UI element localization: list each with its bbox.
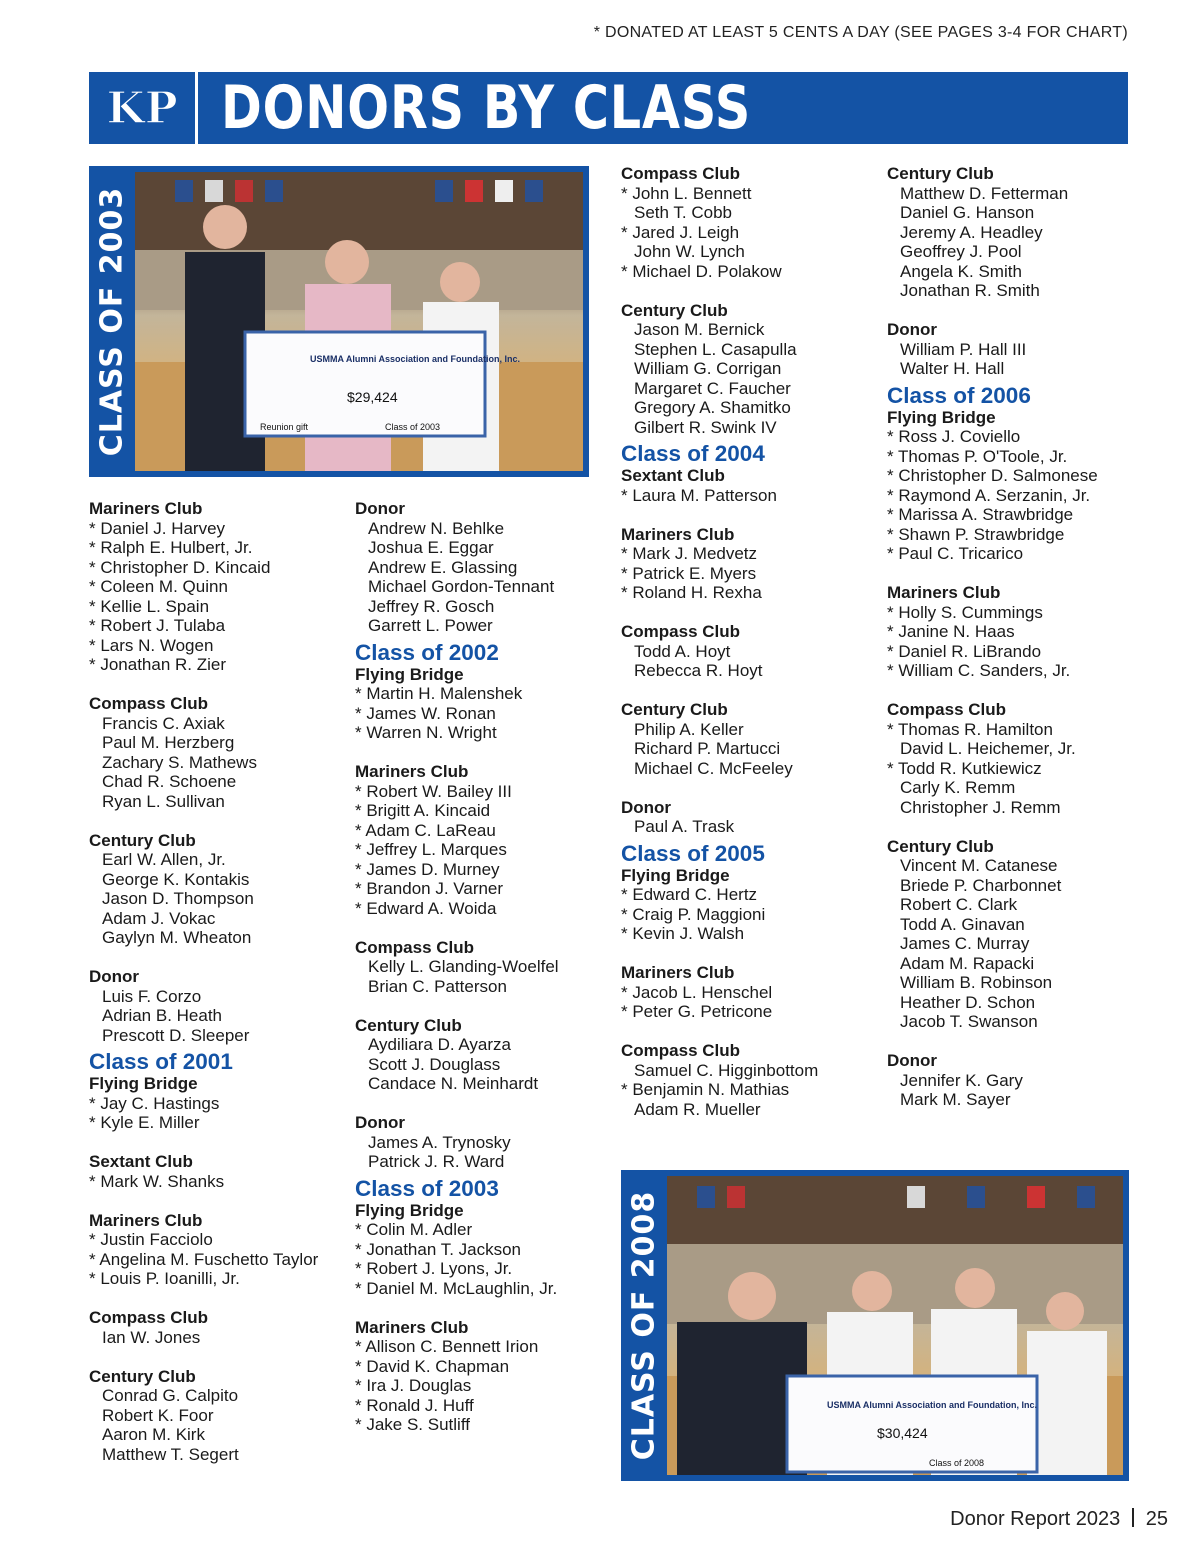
svg-text:Class of 2008: Class of 2008 (929, 1458, 985, 1468)
donor-name: Conrad G. Calpito (102, 1386, 239, 1405)
donor-level-heading: Donor (89, 967, 140, 986)
donor-name: Aaron M. Kirk (102, 1425, 205, 1444)
donor-name: * Edward A. Woida (355, 898, 497, 918)
donor-name: Heather D. Schon (900, 992, 1036, 1012)
donor-name: * David K. Chapman (355, 1356, 510, 1376)
donor-level-heading: Donor (355, 499, 406, 518)
photo-class-2003 (89, 166, 589, 477)
donor-name: Andrew N. Behlke (368, 518, 505, 538)
donor-name: * Martin H. Malenshek (355, 684, 523, 703)
donor-level-heading: Flying Bridge (89, 1074, 198, 1093)
donor-column-4 (887, 164, 1098, 1110)
donor-level-heading: Flying Bridge (355, 664, 464, 684)
donor-name: * Craig P. Maggioni (621, 904, 766, 924)
donor-name: * Justin Facciolo (89, 1230, 213, 1249)
donor-level-heading: Sextant Club (89, 1152, 193, 1171)
donor-name: * Paul C. Tricarico (887, 544, 1024, 563)
donor-name: * Todd R. Kutkiewicz (887, 758, 1042, 778)
donor-name: * Robert J. Lyons, Jr. (355, 1259, 513, 1278)
donor-name: * Daniel M. McLaughlin, Jr. (355, 1278, 558, 1298)
donor-name: * Ronald J. Huff (355, 1395, 474, 1415)
donor-level-heading: Mariners Club (621, 524, 735, 544)
donor-name: * Daniel R. LiBrando (887, 641, 1042, 661)
donor-level-heading: Donor (887, 1051, 938, 1070)
donor-name: Michael Gordon-Tennant (368, 577, 555, 596)
donor-name: * Jonathan R. Zier (89, 655, 227, 674)
donor-name: Paul A. Trask (634, 817, 735, 836)
donor-name: Luis F. Corzo (102, 986, 202, 1006)
donor-name: Francis C. Axiak (102, 713, 225, 733)
donor-name: Margaret C. Faucher (634, 378, 791, 398)
donor-name: Robert C. Clark (900, 895, 1018, 914)
donor-name: * William C. Sanders, Jr. (887, 661, 1071, 680)
kp-logo-text: KP (106, 83, 178, 134)
donor-level-heading: Mariners Club (89, 499, 203, 518)
photo-image (135, 172, 583, 471)
svg-text:Reunion gift: Reunion gift (260, 422, 309, 432)
donor-level-heading: Donor (355, 1113, 406, 1132)
donor-name: * Christopher D. Kincaid (89, 557, 271, 577)
donor-level-heading: Flying Bridge (887, 407, 996, 427)
class-year-heading: Class of 2003 (355, 1175, 499, 1201)
donor-name: Adam J. Vokac (102, 908, 216, 928)
donor-level-heading: Century Club (621, 300, 728, 320)
donor-name: Garrett L. Power (368, 616, 493, 635)
donor-name: * Daniel J. Harvey (89, 518, 226, 538)
donor-level-heading: Compass Club (887, 700, 1007, 719)
donor-name: * Thomas R. Hamilton (887, 719, 1053, 739)
donor-name: * Robert W. Bailey III (355, 781, 512, 801)
donor-name: Matthew T. Segert (102, 1444, 239, 1464)
donor-name: * Jacob L. Henschel (621, 982, 773, 1002)
donor-name: Patrick J. R. Ward (368, 1152, 505, 1171)
donor-name: Earl W. Allen, Jr. (102, 850, 226, 869)
donor-name: * Kyle E. Miller (89, 1113, 200, 1132)
donor-name: * Allison C. Bennett Irion (355, 1337, 539, 1356)
donor-name: Robert K. Foor (102, 1405, 214, 1425)
donor-name: Carly K. Remm (900, 778, 1016, 797)
donor-name: Aydiliara D. Ayarza (368, 1035, 511, 1054)
donor-name: Prescott D. Sleeper (102, 1025, 250, 1045)
donor-name: Chad R. Schoene (102, 772, 237, 791)
donor-name: * Janine N. Haas (887, 622, 1015, 641)
donor-name: Gregory A. Shamitko (634, 398, 791, 417)
svg-text:USMMA Alumni Association and F: USMMA Alumni Association and Foundation, Inc. (310, 354, 520, 364)
kp-logo (89, 72, 195, 144)
donor-name: Gilbert R. Swink IV (634, 417, 777, 437)
check-presentation-illustration (135, 172, 583, 471)
donor-name: * Louis P. Ioanilli, Jr. (89, 1269, 240, 1288)
donor-name: * Brandon J. Varner (355, 879, 504, 898)
page-title: DONORS BY CLASS (221, 73, 752, 143)
donor-name: * James W. Ronan (355, 703, 496, 723)
donor-name: Briede P. Charbonnet (900, 875, 1062, 895)
donor-name: Samuel C. Higginbottom (634, 1060, 819, 1080)
donor-name: George K. Kontakis (102, 869, 250, 889)
donor-column-3 (621, 164, 818, 1119)
donor-name: Andrew E. Glassing (368, 557, 518, 577)
svg-text:Class of 2003: Class of 2003 (385, 422, 441, 432)
donor-level-heading: Compass Club (89, 694, 209, 713)
donor-name: William P. Hall III (900, 339, 1027, 359)
svg-text:USMMA Alumni Association and F: USMMA Alumni Association and Foundation, Inc. (827, 1400, 1037, 1410)
donor-level-heading: Century Club (89, 1366, 196, 1386)
donor-name: * Patrick E. Myers (621, 563, 757, 583)
donor-name: Seth T. Cobb (634, 203, 732, 222)
page-number: 25 (1145, 1508, 1168, 1530)
donor-name: * Brigitt A. Kincaid (355, 801, 491, 820)
donor-name: Adam M. Rapacki (900, 953, 1035, 973)
donor-name: Jonathan R. Smith (900, 281, 1040, 300)
donor-name: Jennifer K. Gary (900, 1070, 1023, 1090)
donor-name: Todd A. Ginavan (900, 914, 1025, 934)
donor-column-1 (89, 499, 318, 1464)
svg-text:$30,424: $30,424 (877, 1425, 928, 1441)
donor-name: * Jonathan T. Jackson (355, 1239, 522, 1259)
donor-name: * Laura M. Patterson (621, 485, 777, 505)
donor-name: * Christopher D. Salmonese (887, 466, 1098, 485)
donor-name: Brian C. Patterson (368, 976, 507, 996)
donor-level-heading: Compass Club (621, 1041, 741, 1060)
donor-name: * Roland H. Rexha (621, 583, 762, 602)
donor-column-2 (355, 499, 559, 1435)
donor-level-heading: Mariners Club (355, 1317, 469, 1337)
donor-name: * Ira J. Douglas (355, 1376, 472, 1395)
donor-name: * Michael D. Polakow (621, 261, 782, 281)
donor-name: * Adam C. LaReau (355, 820, 496, 840)
donor-level-heading: Mariners Club (621, 963, 735, 982)
donor-level-heading: Flying Bridge (621, 865, 730, 885)
donor-name: * Ross J. Coviello (887, 427, 1021, 446)
donor-name: Jason M. Bernick (634, 320, 765, 339)
donor-name: Philip A. Keller (634, 719, 744, 739)
donor-name: David L. Heichemer, Jr. (900, 739, 1076, 758)
donor-name: Ryan L. Sullivan (102, 791, 225, 811)
check-presentation-illustration (667, 1176, 1123, 1475)
donor-name: * Shawn P. Strawbridge (887, 524, 1065, 544)
report-name: Donor Report 2023 (950, 1508, 1121, 1530)
donor-name: * Robert J. Tulaba (89, 616, 226, 635)
class-year-heading: Class of 2006 (887, 382, 1031, 408)
donor-name: * Holly S. Cummings (887, 602, 1043, 622)
donor-name: Joshua E. Eggar (368, 538, 494, 557)
page-footer (950, 1508, 1168, 1531)
donor-name: Michael C. McFeeley (634, 758, 793, 778)
donor-name: * Angelina M. Fuschetto Taylor (89, 1249, 319, 1269)
donor-name: * Marissa A. Strawbridge (887, 505, 1074, 524)
donor-name: * Mark J. Medvetz (621, 544, 758, 563)
photo-class-2008 (621, 1170, 1129, 1481)
donor-name: Jacob T. Swanson (900, 1012, 1038, 1031)
donor-name: Jeremy A. Headley (900, 222, 1043, 242)
donor-name: Jason D. Thompson (102, 889, 254, 908)
donor-name: James A. Trynosky (368, 1132, 511, 1152)
donor-name: Jeffrey R. Gosch (368, 596, 495, 616)
donor-name: William G. Corrigan (634, 359, 782, 378)
footer-separator (1132, 1508, 1134, 1527)
donor-level-heading: Compass Club (621, 622, 741, 641)
donor-level-heading: Century Club (621, 700, 728, 719)
donor-name: Zachary S. Mathews (102, 752, 257, 772)
donor-name: Todd A. Hoyt (634, 641, 731, 661)
donor-level-heading: Mariners Club (89, 1210, 203, 1230)
donor-name: * Jeffrey L. Marques (355, 840, 507, 859)
page-banner (89, 72, 1128, 144)
donor-name: Rebecca R. Hoyt (634, 661, 763, 680)
donor-level-heading: Donor (887, 320, 938, 339)
donor-name: * Coleen M. Quinn (89, 577, 228, 596)
donor-name: Ian W. Jones (102, 1327, 201, 1347)
donor-name: John W. Lynch (634, 242, 745, 261)
donor-level-heading: Donor (621, 797, 672, 817)
class-year-heading: Class of 2004 (621, 441, 765, 466)
donor-level-heading: Sextant Club (621, 466, 725, 485)
donor-level-heading: Century Club (89, 830, 196, 850)
donor-name: Adrian B. Heath (102, 1006, 223, 1025)
donor-name: * John L. Bennett (621, 183, 752, 203)
class-year-heading: Class of 2001 (89, 1049, 233, 1074)
donor-name: Richard P. Martucci (634, 739, 781, 758)
photo-label: CLASS OF 2008 (626, 1190, 662, 1461)
donor-level-heading: Mariners Club (887, 583, 1001, 602)
donor-name: Matthew D. Fetterman (900, 183, 1069, 203)
donor-name: * Kellie L. Spain (89, 596, 210, 616)
donor-name: Angela K. Smith (900, 261, 1022, 281)
kp-logo-icon (106, 77, 178, 139)
donor-name: Walter H. Hall (900, 359, 1005, 378)
photo-image (667, 1176, 1123, 1475)
class-year-heading: Class of 2005 (621, 840, 765, 866)
donor-name: Candace N. Meinhardt (368, 1074, 539, 1093)
class-year-heading: Class of 2002 (355, 639, 499, 665)
donor-level-heading: Compass Club (355, 937, 475, 957)
donor-name: * Mark W. Shanks (89, 1171, 225, 1191)
donor-name: * Peter G. Petricone (621, 1002, 773, 1021)
donor-name: Scott J. Douglass (368, 1054, 501, 1074)
donor-name: Paul M. Herzberg (102, 733, 235, 752)
donor-name: * Kevin J. Walsh (621, 924, 745, 943)
donor-level-heading: Century Club (355, 1015, 462, 1035)
donor-name: * Colin M. Adler (355, 1220, 473, 1239)
svg-text:$29,424: $29,424 (347, 389, 398, 405)
donor-name: * Lars N. Wogen (89, 635, 214, 655)
donor-name: William B. Robinson (900, 973, 1053, 992)
donor-level-heading: Century Club (887, 164, 994, 183)
donor-level-heading: Mariners Club (355, 762, 469, 781)
donor-name: * Thomas P. O'Toole, Jr. (887, 446, 1068, 466)
donor-name: James C. Murray (900, 934, 1030, 953)
donor-name: * James D. Murney (355, 859, 500, 879)
donor-level-heading: Century Club (887, 836, 994, 856)
donor-name: * Jake S. Sutliff (355, 1415, 470, 1434)
donor-name: * Jared J. Leigh (621, 222, 740, 242)
donor-name: * Edward C. Hertz (621, 885, 758, 904)
photo-label: CLASS OF 2003 (94, 186, 130, 457)
donor-level-heading: Compass Club (89, 1308, 209, 1327)
donor-name: * Benjamin N. Mathias (621, 1080, 790, 1099)
donor-level-heading: Flying Bridge (355, 1200, 464, 1220)
donor-name: Christopher J. Remm (900, 797, 1061, 817)
donor-name: Stephen L. Casapulla (634, 339, 797, 359)
donor-name: * Raymond A. Serzanin, Jr. (887, 485, 1091, 505)
donor-name: * Warren N. Wright (355, 723, 497, 742)
donor-name: Kelly L. Glanding-Woelfel (368, 957, 559, 976)
banner-divider (195, 72, 198, 144)
donor-name: Vincent M. Catanese (900, 856, 1058, 875)
donor-name: Gaylyn M. Wheaton (102, 928, 252, 947)
donor-name: Daniel G. Hanson (900, 203, 1035, 222)
donor-name: * Jay C. Hastings (89, 1093, 220, 1113)
donation-footnote: * DONATED AT LEAST 5 CENTS A DAY (SEE PAGES 3-4 FOR CHART) (593, 24, 1128, 41)
donor-name: Geoffrey J. Pool (900, 242, 1022, 261)
donor-name: Mark M. Sayer (900, 1090, 1011, 1109)
donor-level-heading: Compass Club (621, 164, 741, 183)
donor-name: * Ralph E. Hulbert, Jr. (89, 538, 253, 557)
donor-name: Adam R. Mueller (634, 1099, 761, 1119)
